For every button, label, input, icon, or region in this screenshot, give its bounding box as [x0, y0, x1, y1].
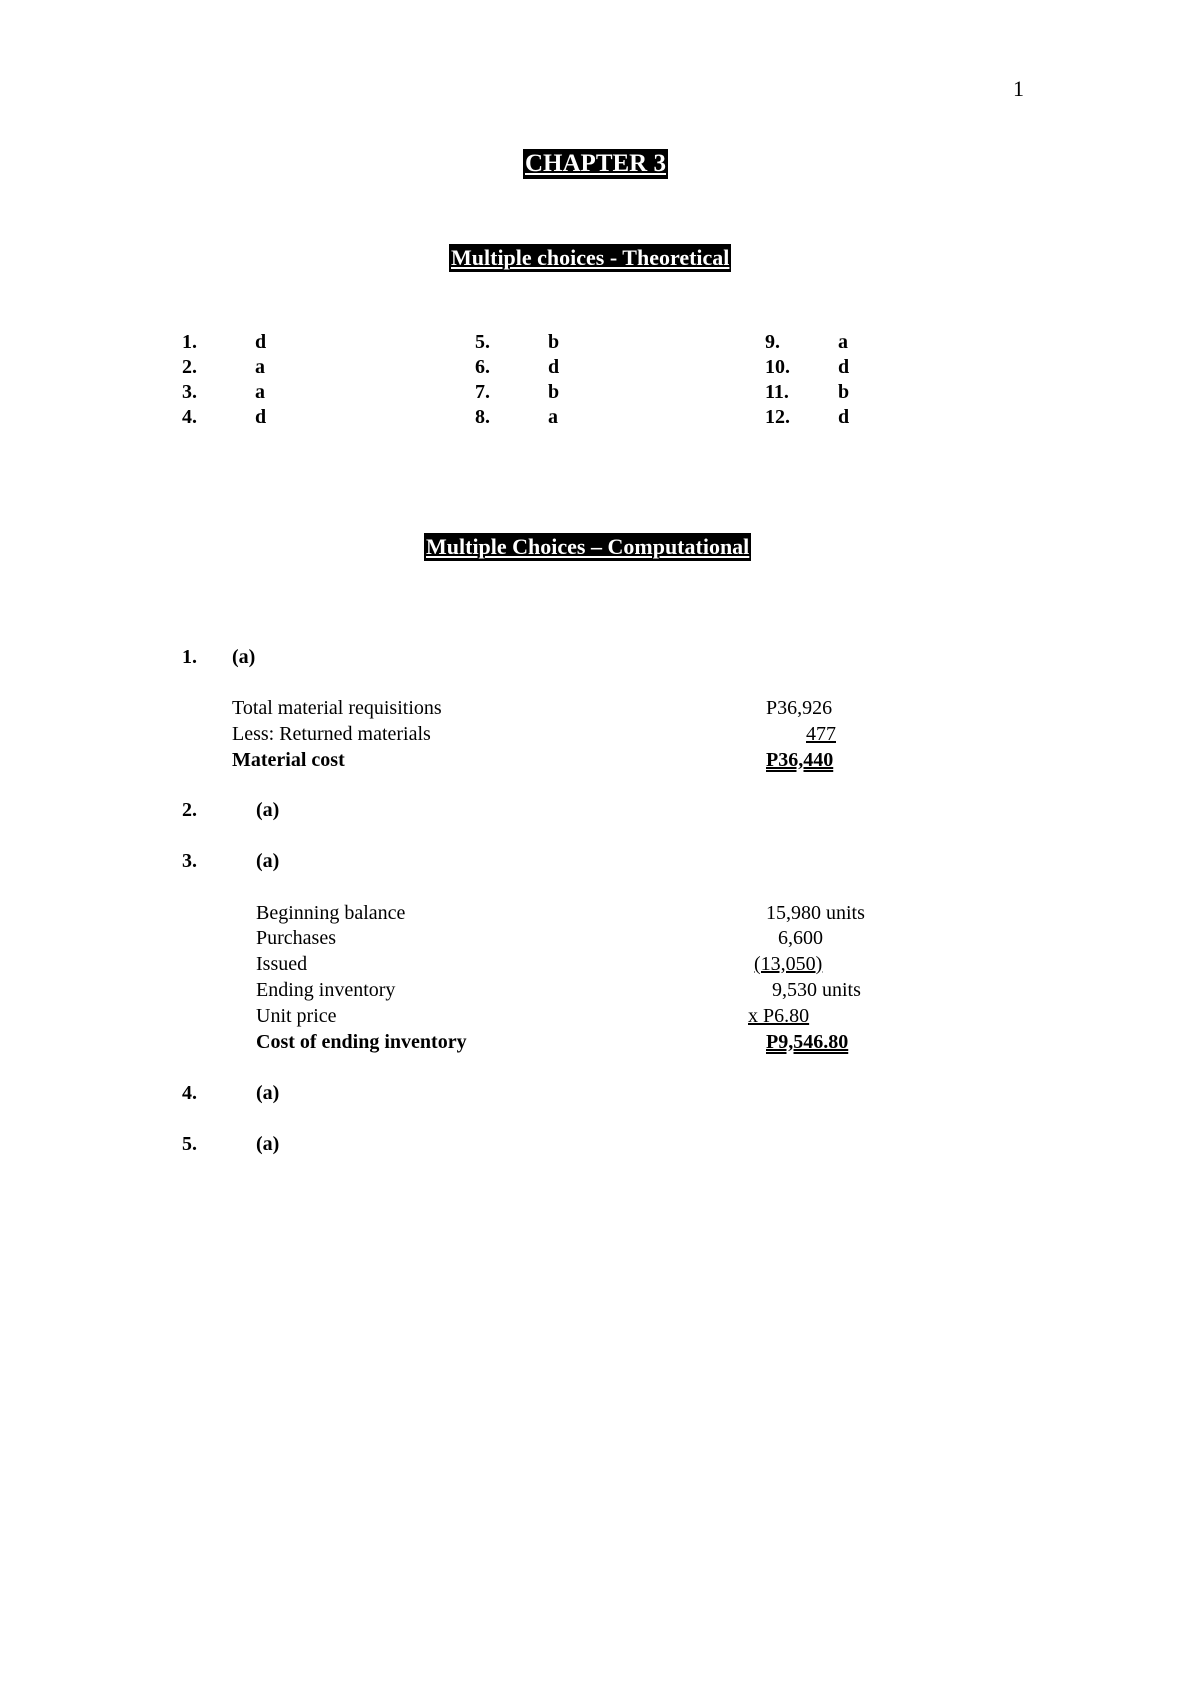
question-number: 1. — [182, 646, 197, 668]
question-answer: (a) — [256, 1133, 280, 1155]
mc-number: 1. — [182, 331, 197, 353]
calc-label: Purchases — [256, 927, 336, 949]
calc-label: Less: Returned materials — [232, 723, 431, 745]
mc-number: 5. — [475, 331, 490, 353]
question-number: 3. — [182, 850, 197, 872]
mc-number: 7. — [475, 381, 490, 403]
calc-label: Beginning balance — [256, 902, 406, 924]
mc-number: 9. — [765, 331, 780, 353]
mc-number: 3. — [182, 381, 197, 403]
calc-value: 9,530 units — [772, 979, 861, 1001]
chapter-title: CHAPTER 3 — [525, 150, 666, 177]
computational-heading: Multiple Choices – Computational — [426, 534, 750, 559]
mc-answer: d — [548, 356, 560, 378]
mc-number: 12. — [765, 406, 790, 428]
mc-answer: a — [255, 356, 265, 378]
question-number: 4. — [182, 1082, 197, 1104]
mc-answer: d — [838, 406, 850, 428]
calc-label: Ending inventory — [256, 979, 396, 1001]
mc-answer: a — [255, 381, 265, 403]
page-number: 1 — [1013, 76, 1024, 101]
question-number: 2. — [182, 799, 197, 821]
mc-number: 4. — [182, 406, 197, 428]
calc-label: Unit price — [256, 1005, 337, 1027]
question-answer: (a) — [256, 799, 280, 821]
calc-value: (13,050) — [754, 953, 823, 975]
mc-answer: b — [838, 381, 850, 403]
mc-number: 11. — [765, 381, 789, 403]
question-number: 5. — [182, 1133, 197, 1155]
calc-value: 6,600 — [778, 927, 823, 949]
mc-answer: b — [548, 331, 560, 353]
theoretical-heading: Multiple choices - Theoretical — [451, 245, 730, 270]
mc-answer: a — [838, 331, 848, 353]
calc-value: x P6.80 — [748, 1005, 810, 1027]
mc-answer: d — [838, 356, 850, 378]
mc-answer: d — [255, 331, 267, 353]
question-answer: (a) — [256, 850, 280, 872]
calc-label: Total material requisitions — [232, 697, 442, 719]
mc-number: 6. — [475, 356, 490, 378]
mc-answer: b — [548, 381, 560, 403]
calc-value: 15,980 units — [766, 902, 865, 924]
mc-number: 10. — [765, 356, 790, 378]
mc-number: 2. — [182, 356, 197, 378]
calc-value: P36,926 — [766, 697, 833, 719]
mc-answer: d — [255, 406, 267, 428]
calc-value: 477 — [806, 723, 836, 745]
calc-value: P9,546.80 — [766, 1031, 849, 1053]
calc-label: Material cost — [232, 749, 345, 771]
mc-answer: a — [548, 406, 558, 428]
question-answer: (a) — [232, 646, 256, 668]
mc-number: 8. — [475, 406, 490, 428]
question-answer: (a) — [256, 1082, 280, 1104]
calc-label: Issued — [256, 953, 308, 975]
calc-value: P36,440 — [766, 749, 834, 771]
calc-label: Cost of ending inventory — [256, 1031, 467, 1053]
